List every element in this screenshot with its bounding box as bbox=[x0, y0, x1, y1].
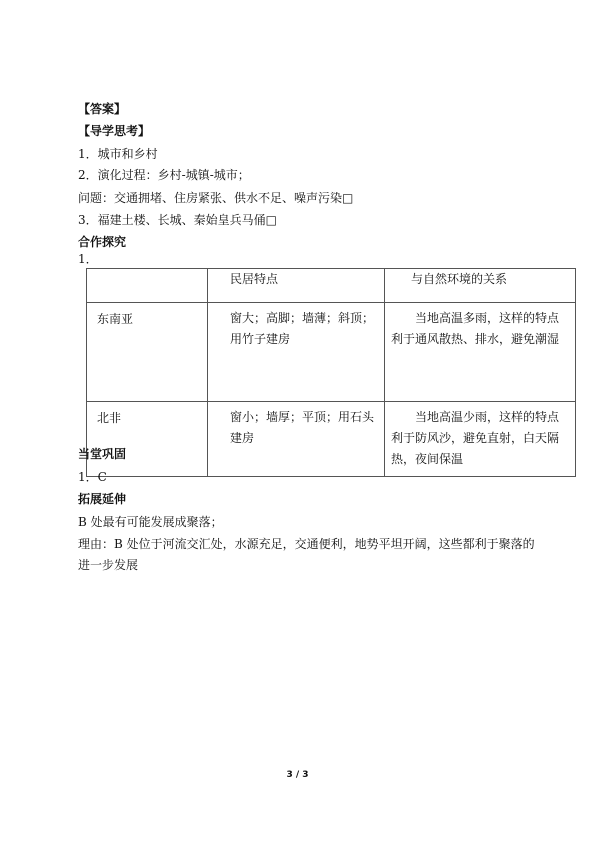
guide-item: 2．演化过程：乡村-城镇-城市； bbox=[78, 168, 250, 182]
relation-text: 当地高温多雨，这样的特点利于通风散热、排水，避免潮湿 bbox=[391, 311, 560, 346]
extend-reason-line: 进一步发展 bbox=[78, 558, 139, 572]
table-header-cell: 与自然环境的关系 bbox=[385, 269, 576, 303]
table-header-cell: 民居特点 bbox=[208, 269, 385, 303]
region-cell: 北非 bbox=[87, 402, 208, 477]
consolidate-heading: 当堂巩固 bbox=[78, 447, 127, 461]
guide-item: 3．福建土楼、长城、秦始皇兵马俑□ bbox=[78, 213, 277, 227]
region-cell: 东南亚 bbox=[87, 303, 208, 402]
table-row bbox=[87, 402, 576, 477]
features-cell: 窗大；高脚；墙薄；斜顶；用竹子建房 bbox=[208, 303, 385, 402]
extend-reason-line: 理由：B 处位于河流交汇处，水源充足，交通便利，地势平坦开阔，这些都利于聚落的 bbox=[78, 537, 535, 551]
guide-item: 1．城市和乡村 bbox=[78, 147, 158, 161]
table-header-cell bbox=[87, 269, 208, 303]
guide-heading: 【导学思考】 bbox=[78, 124, 151, 138]
coop-number: 1． bbox=[78, 252, 98, 266]
page-number: 3 / 3 bbox=[286, 770, 309, 780]
extend-line: B 处最有可能发展成聚落； bbox=[78, 515, 223, 529]
features-cell: 窗小；墙厚；平顶；用石头建房 bbox=[208, 402, 385, 477]
table-row bbox=[87, 303, 576, 402]
table-header-row bbox=[87, 269, 576, 303]
relation-text: 当地高温少雨，这样的特点利于防风沙，避免直射，白天隔热，夜间保温 bbox=[391, 410, 560, 466]
housing-table bbox=[86, 268, 576, 477]
relation-cell bbox=[385, 402, 576, 477]
coop-heading: 合作探究 bbox=[78, 235, 127, 249]
extend-heading: 拓展延伸 bbox=[78, 492, 127, 506]
relation-cell bbox=[385, 303, 576, 402]
guide-item: 问题：交通拥堵、住房紧张、供水不足、噪声污染□ bbox=[78, 191, 354, 205]
consolidate-answer: 1．C bbox=[78, 470, 107, 484]
answer-heading: 【答案】 bbox=[78, 102, 127, 116]
